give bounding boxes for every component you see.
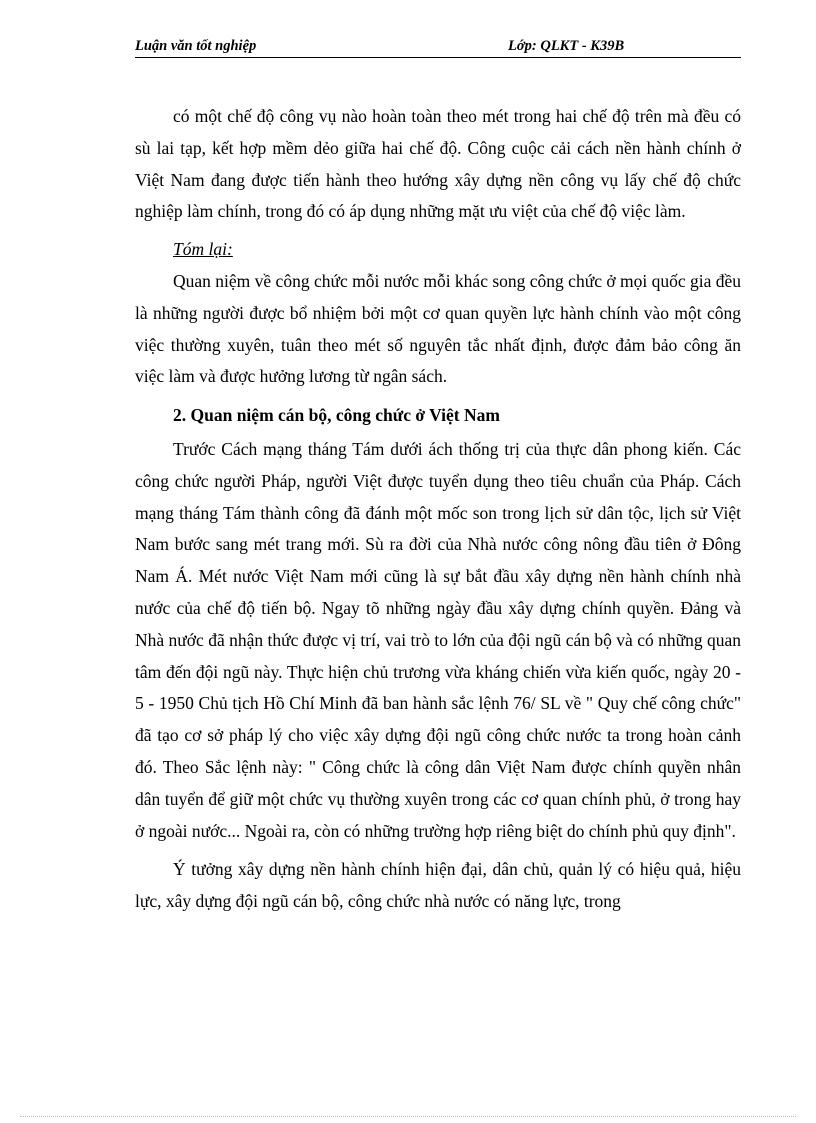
summary-heading: Tóm lại: (173, 239, 233, 260)
document-body (135, 101, 741, 918)
paragraph-summary: Quan niệm về công chức mỗi nước mỗi khác song công chức ở mọi quốc gia đều là những người được bổ nhiệm bởi một cơ quan quyền lực hành chính vào một công việc thường xuyên, tuân theo mét số nguyên tắc nhất định, được đảm bảo công ăn việc làm và được hưởng lương từ ngân sách. (135, 270, 741, 387)
page-header (135, 37, 741, 58)
section-heading-vietnam-civil-servants: 2. Quan niệm cán bộ, công chức ở Việt Nam (173, 405, 500, 426)
paragraph-civil-service-regimes: có một chế độ công vụ nào hoàn toàn theo mét trong hai chế độ trên mà đều có sù lai tạp, kết hợp mềm dẻo giữa hai chế độ. Công cuộc cải cách nền hành chính ở Việt Nam đang được tiến hành theo hướng xây dựng nền công vụ lấy chế độ chức nghiệp làm chính, trong đó có áp dụng những mặt ưu việt của chế độ việc làm. (135, 106, 741, 222)
header-thesis-label: Luận văn tốt nghiệp (135, 38, 257, 54)
header-class-label: Lớp: QLKT - K39B (508, 38, 625, 54)
page-bottom-divider (20, 1116, 796, 1117)
paragraph-modern-administration: Ý tưởng xây dựng nền hành chính hiện đại, dân chủ, quản lý có hiệu quả, hiệu lực, xây dựng đội ngũ cán bộ, công chức nhà nước có năng lực, trong (135, 859, 741, 912)
paragraph-history: Trước Cách mạng tháng Tám dưới ách thống trị của thực dân phong kiến. Các công chức người Pháp, người Việt được tuyển dụng theo tiêu chuẩn của Pháp. Cách mạng tháng Tám thành công đã đánh một mốc son trong lịch sử dân tộc, lịch sử Việt Nam bước sang mét trang mới. Sù ra đời của Nhà nước công nông đầu tiên ở Đông Nam Á. Mét nước Việt Nam mới cũng là sự bắt đầu xây dựng nền hành chính nhà nước của chế độ tiến bộ. Ngay tõ những ngày đầu xây dựng chính quyền. Đảng và Nhà nước đã nhận thức được vị trí, vai trò to lớn của đội ngũ cán bộ và có những quan tâm đến đội ngũ này. Thực hiện chủ trương vừa kháng chiến vừa kiến quốc, ngày 20 - 5 - 1950 Chủ tịch Hồ Chí Minh đã ban hành sắc lệnh 76/ SL về " Quy chế công chức" đã tạo cơ sở pháp lý cho việc xây dựng đội ngũ công chức nước ta trong hoàn cảnh đó. Theo Sắc lệnh này: " Công chức là công dân Việt Nam được chính quyền nhân dân tuyển để giữ một chức vụ thường xuyên trong các cơ quan chính phủ, ở trong hay ở ngoài nước... Ngoài ra, còn có những trường hợp riêng biệt do chính phủ quy định". (135, 438, 741, 841)
